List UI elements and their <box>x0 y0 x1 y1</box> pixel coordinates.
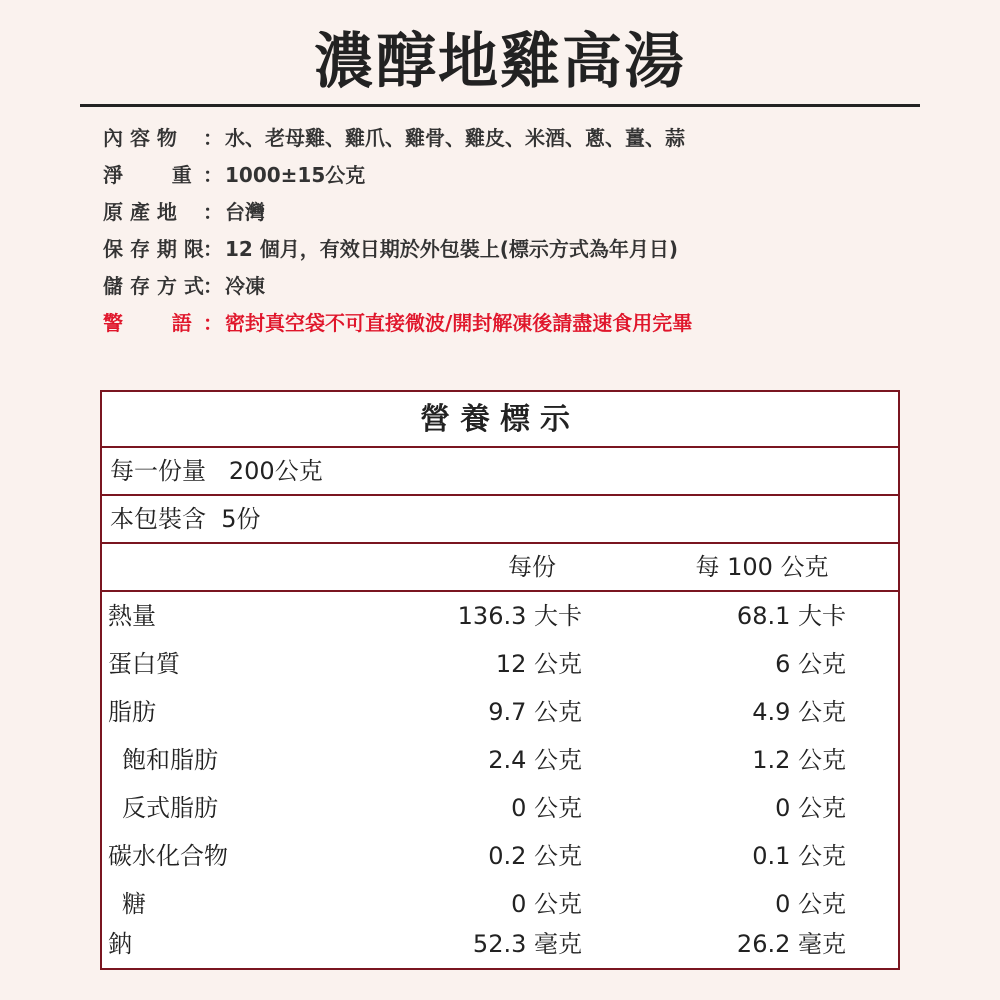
nutrient-per-serving: 136.3 大卡 <box>457 602 582 630</box>
nutrient-per-serving: 2.4 公克 <box>488 746 582 774</box>
info-label: 內 容 物 <box>103 126 177 150</box>
nutrient-row <box>102 832 898 880</box>
nutrient-per-serving: 52.3 毫克 <box>472 930 582 958</box>
column-header-per-100g: 每 100 公克 <box>695 553 829 581</box>
info-value: 12 個月，有效日期於外包裝上(標示方式為年月日) <box>225 237 679 261</box>
info-row-storage: 儲 存 方 式： 冷凍 <box>103 274 265 298</box>
nutrient-row <box>102 688 898 736</box>
info-value: 密封真空袋不可直接微波/開封解凍後請盡速食用完畢 <box>225 311 693 335</box>
nutrient-per-100g: 1.2 公克 <box>752 746 846 774</box>
nutrient-name: 鈉 <box>108 930 132 958</box>
nutrient-row <box>102 920 898 968</box>
nutrient-name: 蛋白質 <box>108 650 180 678</box>
title-divider <box>80 104 920 107</box>
nutrient-per-serving: 9.7 公克 <box>488 698 582 726</box>
info-label: 淨 重 <box>103 163 192 187</box>
serving-size <box>102 448 898 496</box>
info-value: 水、老母雞、雞爪、雞骨、雞皮、米酒、蔥、薑、蒜 <box>225 126 685 150</box>
product-info <box>103 124 923 346</box>
nutrient-row <box>102 592 898 640</box>
info-label: 保 存 期 限 <box>103 237 204 261</box>
product-title: 濃醇地雞高湯 <box>314 27 686 97</box>
nutrient-row <box>102 640 898 688</box>
nutrient-per-100g: 26.2 毫克 <box>736 930 846 958</box>
nutrient-per-serving: 0 公克 <box>511 794 582 822</box>
nutrient-name: 熱量 <box>108 602 156 630</box>
nutrient-name: 碳水化合物 <box>108 842 228 870</box>
nutrient-name: 脂肪 <box>108 698 156 726</box>
info-value: 台灣 <box>225 200 265 224</box>
info-label: 警 語 <box>103 311 192 335</box>
nutrient-name: 飽和脂肪 <box>122 746 218 774</box>
servings-per-package-text: 本包裝含 5份 <box>110 505 261 533</box>
nutrient-per-100g: 68.1 大卡 <box>736 602 846 630</box>
nutrient-per-100g: 0.1 公克 <box>752 842 846 870</box>
info-value: 冷凍 <box>225 274 265 298</box>
info-row-net-weight: 淨 重 ： 1000±15公克 <box>103 163 366 187</box>
nutrition-title: 營養標示 <box>102 392 898 448</box>
nutrient-name: 反式脂肪 <box>122 794 218 822</box>
nutrient-per-100g: 0 公克 <box>775 794 846 822</box>
nutrient-row <box>102 736 898 784</box>
nutrient-per-100g: 6 公克 <box>775 650 846 678</box>
info-row-shelf-life: 保 存 期 限： 12 個月，有效日期於外包裝上(標示方式為年月日) <box>103 237 679 261</box>
servings-per-package <box>102 496 898 544</box>
info-row-origin: 原 產 地 ： 台灣 <box>103 200 265 224</box>
nutrient-per-100g: 4.9 公克 <box>752 698 846 726</box>
info-value: 1000±15公克 <box>225 163 366 187</box>
info-row-warning: 警 語 ： 密封真空袋不可直接微波/開封解凍後請盡速食用完畢 <box>103 311 693 335</box>
nutrient-per-100g: 0 公克 <box>775 890 846 918</box>
column-header-per-serving: 每份 <box>508 553 556 581</box>
nutrient-row <box>102 784 898 832</box>
nutrient-per-serving: 12 公克 <box>495 650 582 678</box>
nutrition-table <box>100 390 900 970</box>
column-headers <box>102 544 898 592</box>
nutrient-name: 糖 <box>122 890 146 918</box>
info-label: 儲 存 方 式 <box>103 274 204 298</box>
info-label: 原 產 地 <box>103 200 177 224</box>
serving-size-text: 每一份量 200公克 <box>110 457 323 485</box>
nutrient-per-serving: 0.2 公克 <box>488 842 582 870</box>
nutrient-per-serving: 0 公克 <box>511 890 582 918</box>
info-row-contents: 內 容 物 ： 水、老母雞、雞爪、雞骨、雞皮、米酒、蔥、薑、蒜 <box>103 126 685 150</box>
